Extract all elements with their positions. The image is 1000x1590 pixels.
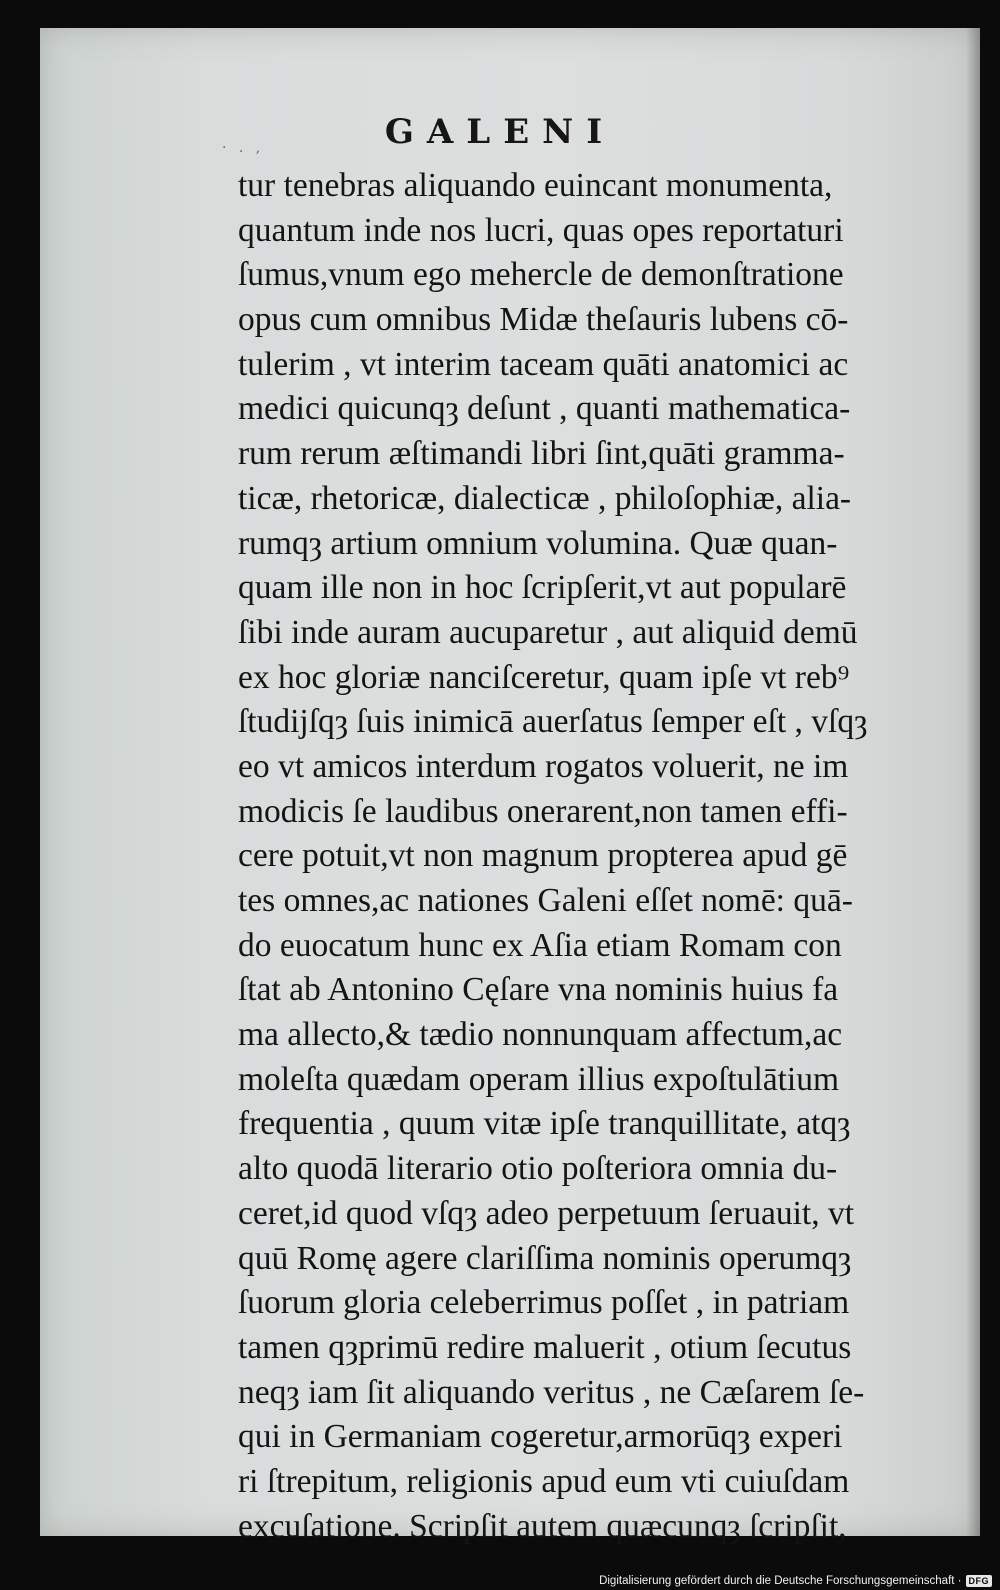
text-line: do euocatum hunc ex Aſia etiam Romam con	[238, 926, 842, 964]
dfg-logo: DFG	[966, 1575, 993, 1587]
credit-text: Digitalisierung gefördert durch die Deutsche Forschungsgemeinschaft ·	[599, 1575, 962, 1587]
text-line: tes omnes,ac nationes Galeni eſſet nomē: quā-	[238, 882, 853, 919]
body-text	[238, 164, 940, 1549]
page-edge-shadow	[966, 28, 980, 1536]
text-line: ticæ, rhetoricæ, dialecticæ , philoſophiæ, alia-	[238, 479, 852, 517]
text-line: medici quicunqȝ deſunt , quanti mathematica-	[238, 390, 851, 428]
text-line: ſuorum gloria celeberrimus poſſet , in patriam	[238, 1284, 850, 1322]
text-line: quantum inde nos lucri, quas opes reportaturi	[238, 211, 844, 249]
text-line: rumqȝ artium omnium volumina. Quæ quan-	[238, 524, 838, 562]
text-line: tur tenebras aliquando euincant monumenta,	[238, 167, 833, 204]
running-title: GALENI	[384, 112, 616, 152]
text-line: moleſta quædam operam illius expoſtulātium	[238, 1060, 840, 1098]
text-line: ri ſtrepitum, religionis apud eum vti cuiuſdam	[238, 1462, 850, 1500]
text-line: opus cum omnibus Midæ theſauris lubens cō-	[238, 301, 849, 339]
digitization-credit	[599, 1575, 992, 1587]
text-line: tamen qȝprimū redire maluerit , otium ſecutus	[238, 1328, 852, 1366]
text-line: ceret,id quod vſqȝ adeo perpetuum ſeruauit, vt	[238, 1194, 855, 1232]
text-line: tulerim , vt interim taceam quāti anatomici ac	[238, 345, 849, 383]
text-line: quam ille non in hoc ſcripſerit,vt aut popularē	[238, 569, 847, 607]
text-line: qui in Germaniam cogeretur,armorūqȝ experi	[238, 1418, 843, 1456]
text-line: ſibi inde auram aucuparetur , aut aliquid demū	[238, 613, 858, 651]
text-line: frequentia , quum vitæ ipſe tranquillitate, atqȝ	[238, 1105, 851, 1143]
text-line: ſtudijſqȝ ſuis inimicā auerſatus ſemper eſt , vſqȝ	[238, 703, 868, 741]
text-line: ſumus,vnum ego mehercle de demonſtratione	[238, 256, 844, 294]
margin-marks: · . ,	[222, 140, 265, 156]
text-line: modicis ſe laudibus onerarent,non tamen effi-	[238, 792, 848, 830]
text-line: neqȝ iam ſit aliquando veritus , ne Cæſarem ſe-	[238, 1373, 865, 1411]
text-line: quū Romę agere clariſſima nominis operumqȝ	[238, 1239, 852, 1277]
text-line: ſtat ab Antonino Cęſare vna nominis huius fa	[238, 971, 839, 1009]
text-line: ma allecto,& tædio nonnunquam affectum,ac	[238, 1016, 843, 1054]
text-line: excuſatione. Scripſit autem quæcunqȝ ſcripſit,	[238, 1507, 847, 1545]
text-line: rum rerum æſtimandi libri ſint,quāti gramma-	[238, 435, 845, 473]
text-line: ex hoc gloriæ nanciſceretur, quam ipſe vt reb⁹	[238, 658, 850, 696]
text-line: eo vt amicos interdum rogatos voluerit, ne im	[238, 747, 849, 785]
text-line: alto quodā literario otio poſteriora omnia du-	[238, 1150, 838, 1188]
text-line: cere potuit,vt non magnum propterea apud gē	[238, 837, 848, 875]
